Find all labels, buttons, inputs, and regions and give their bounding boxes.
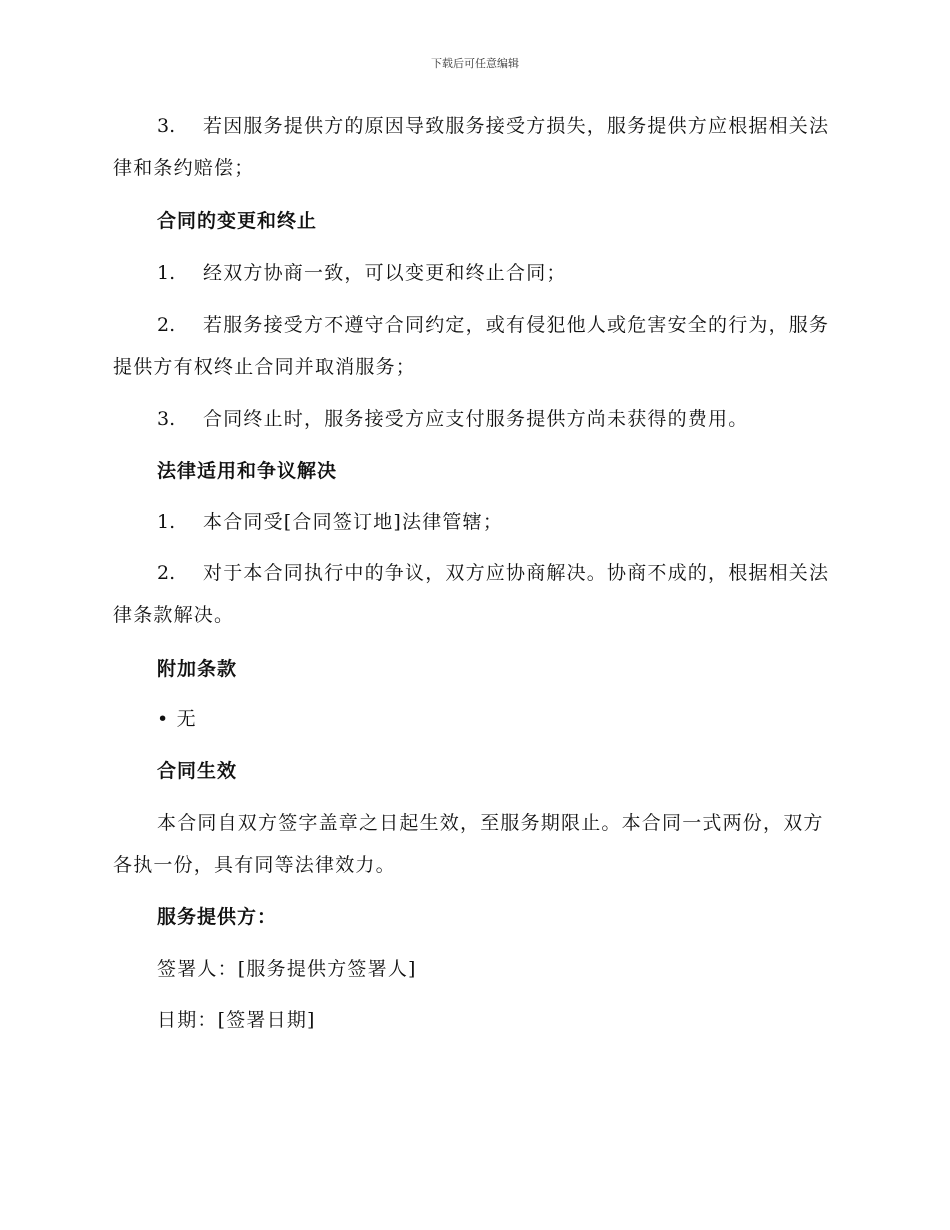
section-heading-additional-terms: 附加条款 (157, 658, 238, 680)
list-item (113, 105, 833, 189)
item-text: 本合同受[合同签订地]法律管辖； (203, 511, 504, 533)
item-text: 经双方协商一致，可以变更和终止合同； (203, 262, 567, 284)
item-text: 若服务接受方不遵守合同约定，或有侵犯他人或危害安全的行为，服务提供方有权终止合同并取消服务； (113, 314, 830, 378)
list-item (113, 304, 833, 388)
list-item (113, 501, 833, 543)
list-item (113, 552, 833, 636)
signer-line: 签署人：[服务提供方签署人] (157, 958, 417, 980)
section-heading-service-provider: 服务提供方： (157, 906, 278, 928)
item-text: 合同终止时，服务接受方应支付服务提供方尚未获得的费用。 (203, 408, 749, 430)
bullet-item: • 无 (157, 708, 197, 730)
item-number: 1. (157, 511, 176, 533)
item-number: 3. (157, 115, 176, 137)
item-number: 1. (157, 262, 176, 284)
list-item (113, 252, 833, 294)
section-heading-effectiveness: 合同生效 (157, 760, 238, 782)
item-text: 若因服务提供方的原因导致服务接受方损失，服务提供方应根据相关法律和条约赔偿； (113, 115, 830, 179)
item-number: 2. (157, 562, 176, 584)
effectiveness-paragraph: 本合同自双方签字盖章之日起生效，至服务期限止。本合同一式两份，双方各执一份，具有同等法律效力。 (113, 812, 824, 876)
item-number: 2. (157, 314, 176, 336)
item-text: 对于本合同执行中的争议，双方应协商解决。协商不成的，根据相关法律条款解决。 (113, 562, 830, 626)
section-heading-law-disputes: 法律适用和争议解决 (157, 460, 338, 482)
page-header-note: 下载后可任意编辑 (431, 57, 519, 70)
item-number: 3. (157, 408, 176, 430)
list-item (113, 398, 833, 440)
section-heading-change-termination: 合同的变更和终止 (157, 210, 318, 232)
date-line: 日期：[签署日期] (157, 1009, 316, 1031)
